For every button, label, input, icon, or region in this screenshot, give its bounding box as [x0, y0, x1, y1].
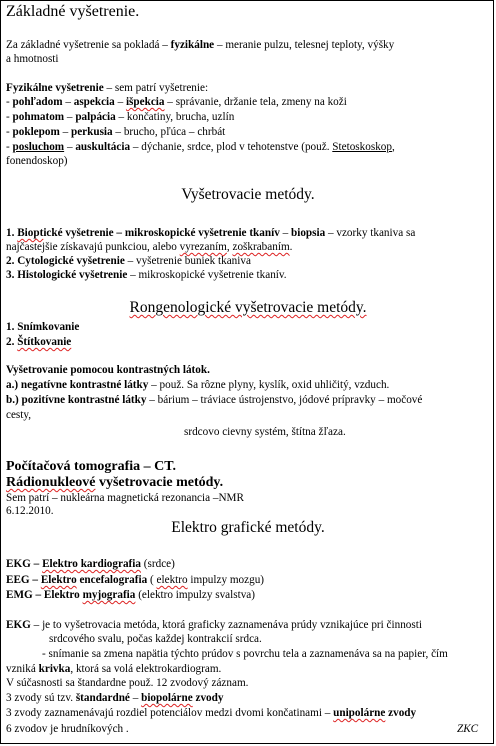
standardne-zvody-line: 3 zvody sú tzv. štandardné – biopolárne zvody	[6, 692, 224, 704]
eeg-line: EEG – Elektro encefalografia ( elektro impulzy mozgu)	[6, 574, 265, 586]
signature-initials: ZKC	[457, 723, 479, 735]
zvodovy-zaznam-line: V súčasnosti sa štandardne použ. 12 zvodový záznam.	[6, 677, 249, 689]
section-title-vysetrovacie: Vyšetrovacie metódy.	[181, 186, 315, 203]
unipolarne-zvody-line: 3 zvody zaznamenávajú rozdiel potenciálov medzi dvomi končatinami – unipolárne zvody	[6, 707, 417, 719]
ront-item-b-cont2: srdcovo cievny systém, štítna žľaza.	[184, 426, 346, 438]
ekg-line: EKG – Elektro kardiografia (srdce)	[6, 558, 175, 570]
ekg-paragraph: EKG – je to vyšetrovacia metóda, ktorá graficky zaznamenáva prúdy vznikajúce pri činnosti	[6, 619, 422, 631]
date-line: 6.12.2010.	[6, 505, 54, 517]
intro-line-2: a hmotnosti	[6, 53, 59, 65]
fyz-item-2: - pohmatom – palpácia – končatiny, brucha, uzlín	[6, 111, 235, 123]
ekg-paragraph-cont: srdcového svalu, počas každej kontrakcií srdca.	[49, 633, 262, 645]
ront-item-a: a.) negatívne kontrastné látky – použ. Sa rôzne plyny, kyslík, oxid uhličitý, vzduch.	[6, 379, 390, 391]
vys-item-1-cont: najčastejšie získavajú punkciou, alebo vyrezaním, zoškrabaním.	[6, 241, 293, 253]
ront-item-2: 2. Štítkovanie	[6, 336, 72, 348]
radionukle-title: Rádionukleové vyšetrovacie metódy.	[6, 475, 224, 490]
page-title: Základné vyšetrenie.	[6, 3, 140, 20]
fyz-item-3: - poklepom – perkusia – brucho, pľúca – chrbát	[6, 126, 226, 138]
vys-item-3: 3. Histologické vyšetrenie – mikroskopické vyšetrenie tkanív.	[6, 269, 287, 281]
fyz-item-4-cont: fonendoskop)	[6, 155, 68, 167]
section-title-elektro: Elektro grafické metódy.	[171, 519, 325, 536]
fyz-item-1: - pohľadom – aspekcia – išpekcia – správanie, držanie tela, zmeny na koži	[6, 96, 347, 108]
hrudnikove-zvody-line: 6 zvodov je hrudníkových .	[6, 723, 129, 735]
fyz-header: Fyzikálne vyšetrenie – sem patrí vyšetrenie:	[6, 82, 209, 94]
snimanie-line: - snímanie sa zmena napätia týchto prúdov s povrchu tela a zaznamenáva sa na papier, čím	[42, 648, 448, 660]
ront-item-b-cont: cesty,	[6, 409, 32, 421]
intro-line-1: Za základné vyšetrenie sa pokladá – fyzikálne – meranie pulzu, telesnej teploty, výšky	[6, 39, 395, 51]
section-title-rongen: Rongenologické vyšetrovacie metódy.	[129, 299, 367, 316]
ront-item-b: b.) pozitívne kontrastné látky – bárium – tráviace ústrojenstvo, jódové prípravky – močové	[6, 394, 423, 406]
ront-kontrast-heading: Vyšetrovanie pomocou kontrastných látok.	[6, 364, 210, 376]
vys-item-1: 1. Bioptické vyšetrenie – mikroskopické vyšetrenie tkanív – biopsia – vzorky tkaniva sa	[6, 227, 416, 239]
ront-item-1: 1. Snímkovanie	[6, 321, 80, 333]
snimanie-line-cont: vzniká krivka, ktorá sa volá elektrokardiogram.	[6, 663, 222, 675]
nmr-line: Sem patrí – nukleárna magnetická rezonancia –NMR	[6, 492, 244, 504]
vys-item-2: 2. Cytologické vyšetrenie – vyšetrenie buniek tkaniva	[6, 255, 251, 267]
emg-line: EMG – Elektro myjografia (elektro impulzy svalstva)	[6, 589, 256, 601]
ct-title: Počítačová tomografia – CT.	[6, 459, 177, 474]
fyz-item-4: - posluchom – auskultácia – dýchanie, srdce, plod v tehotenstve (použ. Stetoskoskop,	[6, 141, 395, 153]
